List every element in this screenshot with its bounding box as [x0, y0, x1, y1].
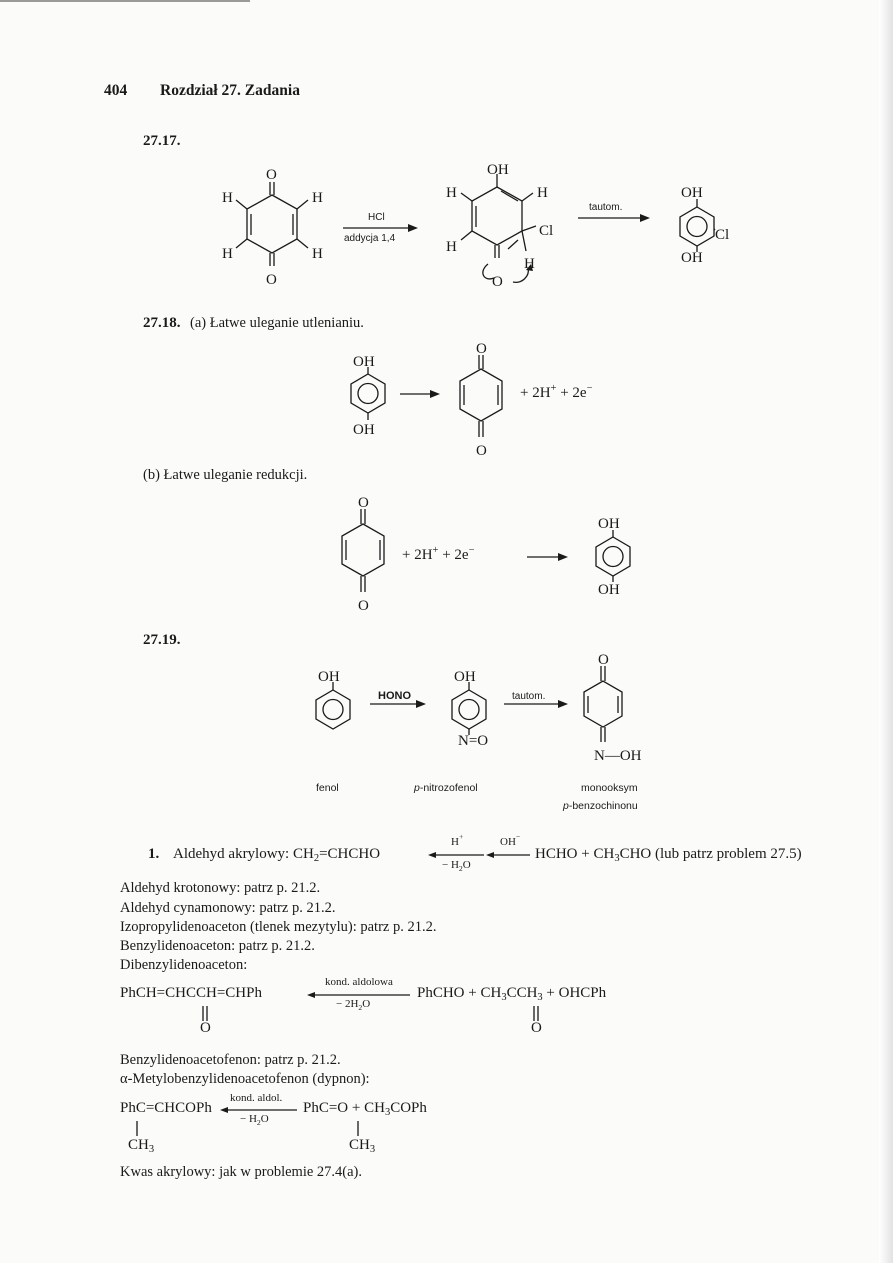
eq3-rhs-1: PhC=O + CH	[303, 1100, 385, 1116]
r2-h-bl: H	[446, 239, 457, 255]
hq-a-oh-bottom: OH	[353, 422, 375, 438]
r1-h-bl: H	[222, 246, 233, 262]
eq2-rhs-sub3a: 3	[501, 992, 507, 1003]
eq-a-h: + 2H	[520, 385, 551, 401]
r1-h-br: H	[312, 246, 323, 262]
bq-a-o-bottom: O	[476, 443, 487, 459]
h-plus-letter: H	[451, 836, 459, 848]
eq3-rhs-methyl	[349, 1137, 375, 1154]
eq3-minus-water-h: − H	[240, 1113, 257, 1125]
r2-h-tl: H	[446, 185, 457, 201]
r1-oxygen-bottom: O	[266, 272, 277, 288]
eq2-minus-water-h: − 2H	[336, 998, 359, 1010]
phenol-oh: OH	[318, 669, 340, 685]
r3-oh-top: OH	[681, 185, 703, 201]
eq2-rhs-2: CCH	[506, 985, 538, 1001]
arrow2-label: tautom.	[589, 202, 623, 213]
acrolein-formula: =CHCHO	[319, 846, 381, 862]
r2-oh-top: OH	[487, 162, 509, 178]
eq3-minus-water-sub: 2	[256, 1118, 261, 1127]
hq-b-oh-bottom: OH	[598, 582, 620, 598]
line-kwas-akrylowy: Kwas akrylowy: jak w problemie 27.4(a).	[120, 1164, 363, 1180]
eq-b-e-charge: −	[468, 545, 475, 556]
line-benzylidenoacetofenon: Benzylidenoacetofenon: patrz p. 21.2.	[120, 1052, 341, 1068]
acrolein-rhs-sub3: 3	[614, 853, 620, 864]
caption-benzochinonu-p: p	[563, 800, 569, 812]
nitrosophenol-no: N=O	[458, 733, 489, 749]
eq2-minus-water: − $2H_2O$	[336, 998, 371, 1012]
problem-label-27-17: 27.17.	[143, 133, 181, 149]
eq2-rhs-sub3b: 3	[537, 992, 543, 1003]
acrolein-label: Aldehyd akrylowy:	[173, 846, 290, 862]
eq3-condition: kond. aldol.	[230, 1092, 283, 1104]
eq3-rhs-ch: CH	[349, 1137, 370, 1153]
r2-h-tr: H	[537, 185, 548, 201]
acrolein-rhs-2: CHO (lub patrz problem 27.5)	[619, 846, 802, 862]
bq-b-o-bottom: O	[358, 598, 369, 614]
eq3-rhs-sub3: 3	[384, 1107, 391, 1118]
eq3-lhs-methyl	[128, 1137, 154, 1154]
oh-minus-letters: OH	[500, 836, 516, 848]
eq-a-e: + 2e	[560, 385, 587, 401]
caption-nitrozofenol-p: p	[414, 782, 420, 794]
eq2-rhs-1: PhCHO + CH	[417, 985, 502, 1001]
minus-h2o-sub: 2	[458, 864, 463, 873]
r1-oxygen-top: O	[266, 167, 277, 183]
problem-label-27-19: 27.19.	[143, 632, 181, 648]
item-number-1: 1.	[148, 846, 160, 862]
r3-oh-bottom: OH	[681, 250, 703, 266]
page-number: 404	[104, 82, 128, 99]
oxime-noh: N—OH	[594, 748, 642, 764]
h-plus-charge: +	[458, 832, 464, 841]
acrolein-sub2: 2	[313, 853, 320, 864]
line-izopropylidenoaceton: Izopropylidenoaceton (tlenek mezytylu): patrz p. 21.2.	[120, 919, 437, 935]
acrolein-rhs-1: HCHO + CH	[535, 846, 615, 862]
hq-a-oh-top: OH	[353, 354, 375, 370]
eq-b-h-charge: +	[432, 545, 439, 556]
part-a-text: (a) Łatwe uleganie utlenianiu.	[190, 315, 364, 331]
part-b-text: (b) Łatwe uleganie redukcji.	[143, 467, 308, 483]
eq2-rhs-oxygen: O	[531, 1020, 542, 1036]
r1-h-tr: H	[312, 190, 323, 206]
eq3-lhs-ch: CH	[128, 1137, 149, 1153]
eq3-minus-water: − $H_2O$	[240, 1113, 269, 1127]
minus-h2o-h: − H	[442, 859, 459, 871]
eq-b-h: + 2H	[402, 547, 433, 563]
eq3-lhs-sub3: 3	[148, 1144, 155, 1155]
r2-chlorine: Cl	[539, 223, 554, 239]
arrow1-reagent: HCl	[368, 212, 385, 223]
bq-b-o-top: O	[358, 495, 369, 511]
oxime-o: O	[598, 652, 609, 668]
line-dypnon: α-Metylobenzylidenoacetofenon (dypnon):	[120, 1071, 370, 1087]
r1-h-tl: H	[222, 190, 233, 206]
eq3-rhs-2: COPh	[390, 1100, 427, 1116]
nitrosophenol-oh: OH	[454, 669, 476, 685]
hono-label: HONO	[378, 690, 411, 702]
arrow1-condition: addycja 1,4	[344, 233, 396, 244]
eq3-rhs	[303, 1100, 427, 1117]
eq2-lhs-oxygen: O	[200, 1020, 211, 1036]
eq3-lhs: PhC=CHCOPh	[120, 1100, 212, 1116]
eq2-minus-water-sub: 2	[358, 1003, 363, 1012]
r3-chlorine: Cl	[715, 227, 730, 243]
eq3-rhs-sub3b: 3	[369, 1144, 376, 1155]
hq-b-oh-top: OH	[598, 516, 620, 532]
eq-a-h-charge: +	[550, 383, 557, 394]
eq-b-e: + 2e	[442, 547, 469, 563]
caption-nitrozofenol-text: -nitrozofenol	[419, 782, 478, 794]
acrolein-ch: CH	[292, 846, 314, 862]
caption-monooksym: monooksym	[581, 782, 638, 794]
caption-benzochinonu-text: -benzochinonu	[568, 800, 638, 812]
oh-minus-charge: −	[515, 832, 521, 841]
minus-h2o-label: − $H_2O$	[442, 859, 471, 873]
eq2-rhs-3: + OHCPh	[546, 985, 607, 1001]
chapter-title: Rozdział 27. Zadania	[160, 82, 300, 99]
tautom-label-27-19: tautom.	[512, 691, 546, 702]
eq2-lhs: PhCH=CHCCH=CHPh	[120, 985, 262, 1001]
line-cynamonowy: Aldehyd cynamonowy: patrz p. 21.2.	[120, 900, 336, 916]
eq2-condition: kond. aldolowa	[325, 976, 393, 988]
eq-a-e-charge: −	[586, 383, 593, 394]
r2-h-sp3: H	[524, 256, 535, 272]
bq-a-o-top: O	[476, 341, 487, 357]
line-dibenzylidenoaceton: Dibenzylidenoaceton:	[120, 957, 248, 973]
line-krotonowy: Aldehyd krotonowy: patrz p. 21.2.	[120, 880, 321, 896]
r2-oxygen-bottom: O	[492, 274, 503, 290]
line-benzylidenoaceton: Benzylidenoaceton: patrz p. 21.2.	[120, 938, 315, 954]
problem-label-27-18: 27.18.	[143, 315, 181, 331]
caption-fenol: fenol	[316, 782, 339, 794]
